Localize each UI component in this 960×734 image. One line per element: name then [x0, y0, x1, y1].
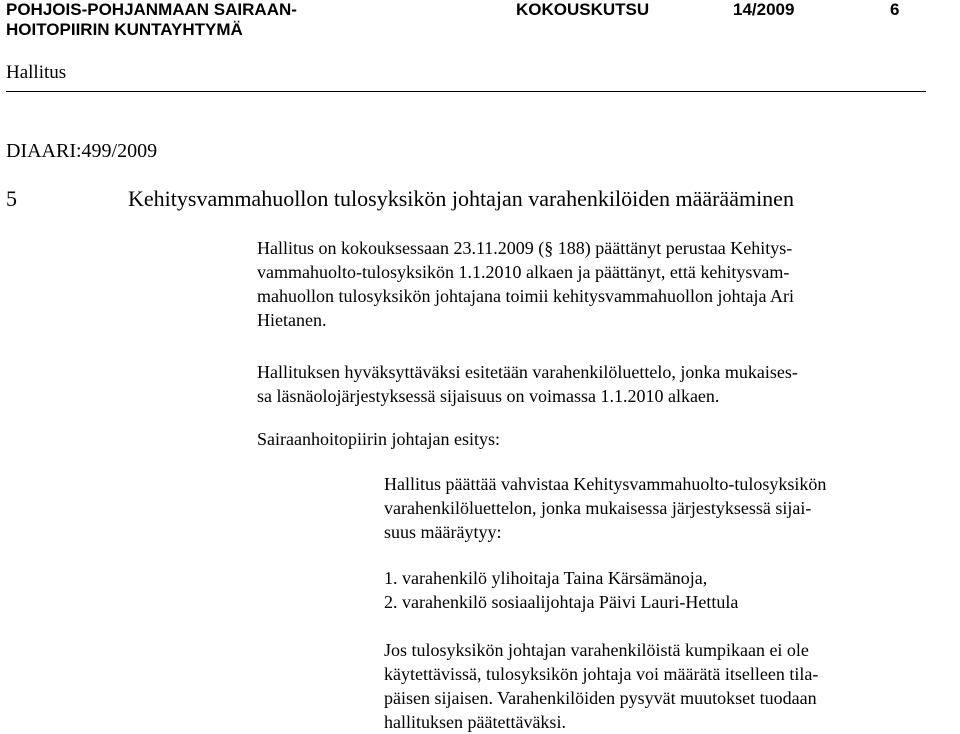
- proposal-line: Hallitus päättää vahvistaa Kehitysvammahuolto-tulosyksikön: [384, 474, 827, 494]
- document-type: KOKOUSKUTSU: [516, 0, 650, 19]
- proposal-heading-text: Sairaanhoitopiirin johtajan esitys:: [257, 429, 500, 449]
- approval-line: Hallituksen hyväksyttäväksi esitetään varahenkilöluettelo, jonka mukaises-: [257, 362, 798, 382]
- diary-number: DIAARI:499/2009: [6, 140, 158, 162]
- closing-paragraph: [384, 638, 818, 734]
- document-number: 14/2009: [733, 0, 795, 19]
- intro-line: vammahuolto-tulosyksikön 1.1.2010 alkaen ja päättänyt, että kehitysvam-: [257, 262, 790, 282]
- intro-paragraph: [257, 236, 794, 332]
- proposal-line: suus määräytyy:: [384, 522, 502, 542]
- intro-line: Hietanen.: [257, 310, 327, 330]
- approval-line: sa läsnäolojärjestyksessä sijaisuus on voimassa 1.1.2010 alkaen.: [257, 386, 720, 406]
- page-number: 6: [890, 0, 900, 19]
- section-name: Hallitus: [6, 62, 67, 83]
- proposal-heading: [257, 427, 500, 451]
- approval-paragraph: [257, 360, 798, 408]
- closing-line: päisen sijaisen. Varahenkilöiden pysyvät muutokset tuodaan: [384, 688, 817, 708]
- header-divider: [6, 91, 926, 92]
- deputy-item: 1. varahenkilö ylihoitaja Taina Kärsämänoja,: [384, 568, 708, 588]
- proposal-paragraph: [384, 472, 826, 544]
- organization-name-line2: HOITOPIIRIN KUNTAYHTYMÄ: [6, 20, 243, 39]
- intro-line: mahuollon tulosyksikön johtajana toimii kehitysvammahuollon johtaja Ari: [257, 286, 794, 306]
- intro-line: Hallitus on kokouksessaan 23.11.2009 (§ 188) päättänyt perustaa Kehitys-: [257, 238, 793, 258]
- closing-line: hallituksen päätettäväksi.: [384, 712, 566, 732]
- organization-name-line1: POHJOIS-POHJANMAAN SAIRAAN-: [6, 0, 297, 19]
- agenda-item-number: 5: [6, 186, 17, 211]
- agenda-item-title: Kehitysvammahuollon tulosyksikön johtajan varahenkilöiden määrääminen: [128, 186, 794, 211]
- closing-line: käytettävissä, tulosyksikön johtaja voi määrätä itselleen tila-: [384, 664, 819, 684]
- closing-line: Jos tulosyksikön johtajan varahenkilöistä kumpikaan ei ole: [384, 640, 809, 660]
- deputy-list: [384, 566, 738, 614]
- proposal-line: varahenkilöluettelon, jonka mukaisessa järjestyksessä sijai-: [384, 498, 812, 518]
- deputy-item: 2. varahenkilö sosiaalijohtaja Päivi Lauri-Hettula: [384, 592, 739, 612]
